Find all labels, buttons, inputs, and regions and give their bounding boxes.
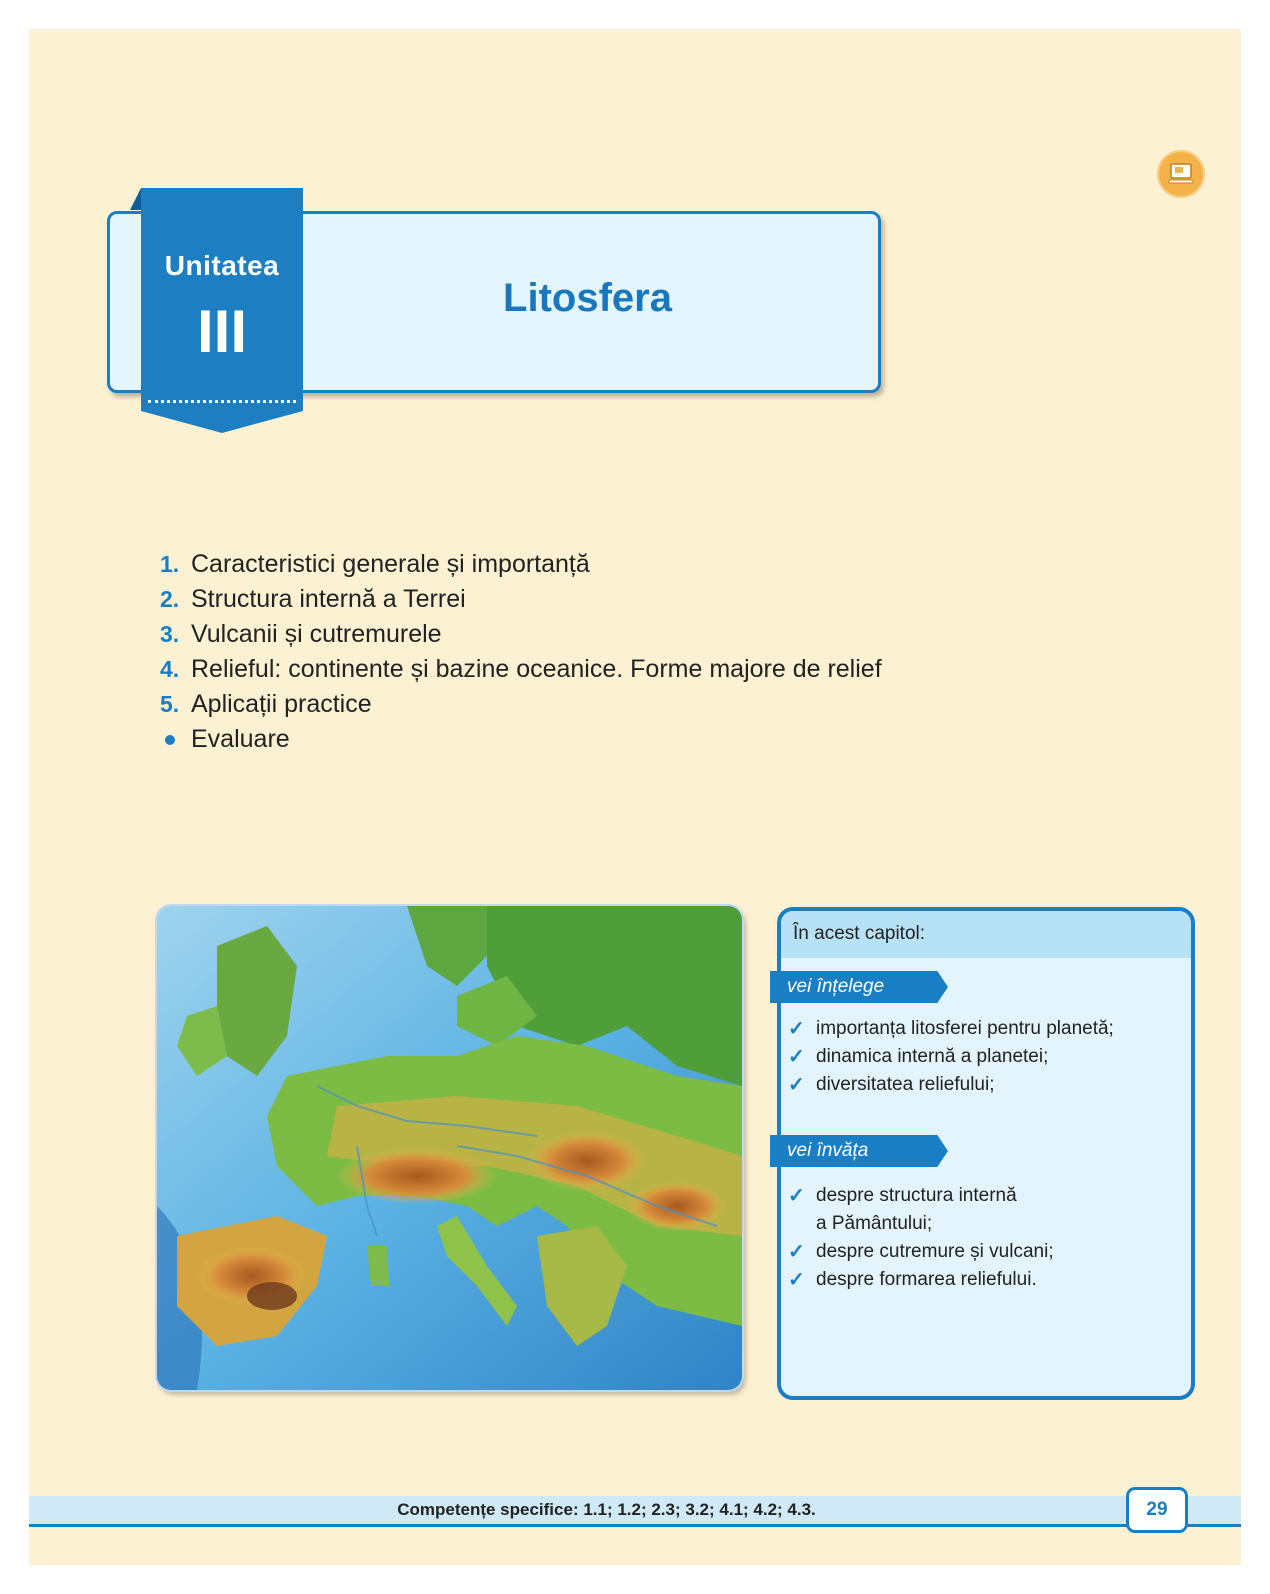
ribbon-stitching bbox=[148, 400, 296, 403]
list-item-text: a Pământului; bbox=[816, 1213, 933, 1234]
toc-text: Evaluare bbox=[191, 725, 290, 753]
toc-item[interactable] bbox=[160, 620, 882, 655]
toc-text: Structura internă a Terrei bbox=[191, 585, 466, 613]
list-item bbox=[788, 1071, 1114, 1099]
toc-item[interactable] bbox=[160, 655, 882, 690]
toc-text: Relieful: continente și bazine oceanice. Forme majore de relief bbox=[191, 655, 882, 683]
list-item bbox=[788, 1015, 1114, 1043]
learn-list bbox=[788, 1182, 1054, 1294]
list-item-text: despre structura internă bbox=[816, 1185, 1017, 1206]
check-icon: ✓ bbox=[788, 1241, 805, 1263]
check-icon: ✓ bbox=[788, 1046, 805, 1068]
toc-text: Vulcanii și cutremurele bbox=[191, 620, 442, 648]
toc-item[interactable] bbox=[160, 585, 882, 620]
competencies-footer: Competențe specifice: 1.1; 1.2; 2.3; 3.2; 4.1; 4.2; 4.3. bbox=[397, 1500, 816, 1519]
toc-number: 2. bbox=[160, 586, 180, 612]
table-of-contents bbox=[160, 550, 882, 760]
toc-item[interactable] bbox=[160, 550, 882, 585]
toc-item[interactable] bbox=[160, 725, 882, 760]
list-item-text: despre formarea reliefului. bbox=[816, 1269, 1037, 1290]
list-item bbox=[788, 1182, 1054, 1210]
list-item-continuation bbox=[788, 1210, 1054, 1238]
bullet-icon bbox=[160, 725, 191, 754]
footer-divider bbox=[29, 1524, 1241, 1527]
understand-tag-label: vei înțelege bbox=[787, 976, 885, 997]
list-item-text: diversitatea reliefului; bbox=[816, 1074, 995, 1095]
check-icon: ✓ bbox=[788, 1269, 805, 1291]
europe-relief-map bbox=[157, 906, 742, 1390]
check-icon: ✓ bbox=[788, 1074, 805, 1096]
check-icon: ✓ bbox=[788, 1185, 805, 1207]
list-item bbox=[788, 1043, 1114, 1071]
objectives-title: În acest capitol: bbox=[793, 923, 926, 944]
toc-number: 5. bbox=[160, 691, 180, 717]
page-number: 29 bbox=[1126, 1487, 1188, 1533]
computer-icon bbox=[1167, 160, 1195, 188]
list-item-text: dinamica internă a planetei; bbox=[816, 1046, 1049, 1067]
digital-resource-badge[interactable] bbox=[1157, 150, 1205, 198]
toc-number: 1. bbox=[160, 551, 180, 577]
understand-list bbox=[788, 1015, 1114, 1099]
list-item-text: despre cutremure și vulcani; bbox=[816, 1241, 1054, 1262]
toc-number: 4. bbox=[160, 656, 180, 682]
learn-tag-label: vei învăța bbox=[787, 1140, 869, 1161]
toc-number: 3. bbox=[160, 621, 180, 647]
toc-text: Caracteristici generale și importanță bbox=[191, 550, 590, 578]
toc-item[interactable] bbox=[160, 690, 882, 725]
page-title: Litosfera bbox=[503, 276, 672, 320]
unit-label: Unitatea bbox=[164, 250, 280, 281]
toc-text: Aplicații practice bbox=[191, 690, 372, 718]
list-item bbox=[788, 1238, 1054, 1266]
check-icon: ✓ bbox=[788, 1018, 805, 1040]
list-item-text: importanța litosferei pentru planetă; bbox=[816, 1018, 1114, 1039]
unit-number: III bbox=[196, 298, 247, 365]
list-item bbox=[788, 1266, 1054, 1294]
